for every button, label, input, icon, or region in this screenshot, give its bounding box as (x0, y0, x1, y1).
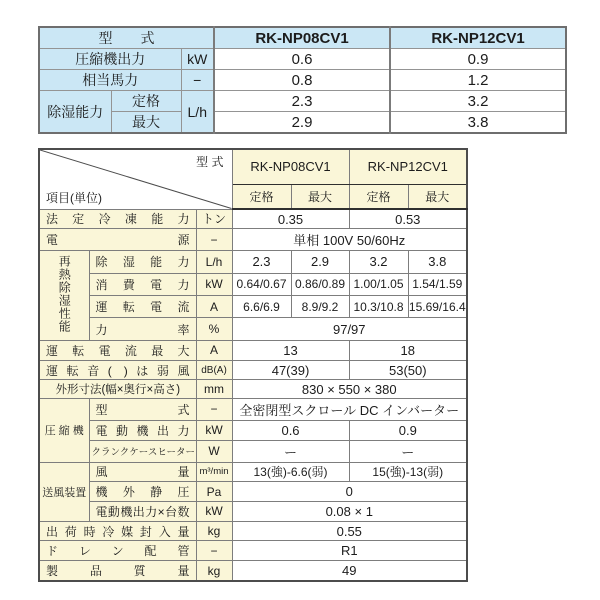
table-row (39, 482, 467, 502)
unit-cell: A (196, 340, 232, 360)
unit-cell: kW (196, 273, 232, 295)
subhead-rated: 定格 (232, 184, 291, 209)
unit-cell: L/h (181, 91, 214, 134)
subhead-rated: 定格 (349, 184, 408, 209)
cell-value: 0.55 (232, 521, 467, 541)
table-row (39, 296, 467, 318)
cell-value: 0 (232, 482, 467, 502)
table-row (39, 70, 566, 91)
cell-value: 13 (232, 340, 349, 360)
cell-value: 6.6/6.9 (232, 296, 291, 318)
table-row (39, 229, 467, 251)
cell-value: 2.9 (214, 112, 390, 134)
cell-value: 2.3 (232, 251, 291, 273)
group-label-reheat-performance: 再熱除湿性能 (39, 251, 89, 341)
row-label-air-volume: 風量 (89, 462, 196, 482)
row-label-compressor-output: 圧縮機出力 (39, 49, 181, 70)
cell-value: 1.00/1.05 (349, 273, 408, 295)
table-row (39, 209, 467, 229)
row-label-dehumidify: 除湿能力 (39, 91, 111, 134)
subhead-max: 最大 (291, 184, 349, 209)
row-label-dimensions: 外形寸法(幅×奥行×高さ) (39, 380, 196, 399)
cell-value: 0.9 (349, 420, 467, 440)
row-label-refrigerant-charge: 出荷時冷媒封入量 (39, 521, 196, 541)
cell-value: 53(50) (349, 360, 467, 380)
corner-model-label: 型 式 (196, 155, 224, 169)
cell-value: 全密閉型スクロール DC インバーター (232, 399, 467, 421)
cell-value: 8.9/9.2 (291, 296, 349, 318)
table-row (39, 501, 467, 521)
unit-cell: m³/min (196, 462, 232, 482)
cell-value: 18 (349, 340, 467, 360)
unit-cell: dB(A) (196, 360, 232, 380)
cell-value: R1 (232, 541, 467, 561)
row-label-max-operating-current: 運転電流最大 (39, 340, 196, 360)
cell-value: 2.3 (214, 91, 390, 112)
row-label-dehumid-capacity: 除湿能力 (89, 251, 196, 273)
cell-value: 0.35 (232, 209, 349, 229)
table-row (39, 521, 467, 541)
cell-value: 3.8 (390, 112, 566, 134)
cell-value: 1.54/1.59 (408, 273, 467, 295)
row-label-motor-output-units: 電動機出力×台数 (89, 501, 196, 521)
unit-cell: L/h (196, 251, 232, 273)
row-label-power-consumption: 消費電力 (89, 273, 196, 295)
table-row (39, 420, 467, 440)
row-label-refrigeration-capacity: 法定冷凍能力 (39, 209, 196, 229)
cell-value: 3.2 (349, 251, 408, 273)
table-row (39, 273, 467, 295)
table-row (39, 380, 467, 399)
cell-value: 0.6 (214, 49, 390, 70)
cell-value: ー (232, 440, 349, 462)
row-label-power-factor: 力率 (89, 318, 196, 340)
detail-spec-table (38, 148, 468, 582)
model-name-rk-np08cv1: RK-NP08CV1 (232, 149, 349, 184)
table-row (39, 49, 566, 70)
corner-diagonal-cell (39, 149, 232, 209)
cell-value: 830 × 550 × 380 (232, 380, 467, 399)
sub-label-max: 最大 (111, 112, 181, 134)
cell-value: 15.69/16.4 (408, 296, 467, 318)
cell-value: 単相 100V 50/60Hz (232, 229, 467, 251)
cell-value: 3.2 (390, 91, 566, 112)
row-label-operating-current: 運転電流 (89, 296, 196, 318)
row-label-crankcase-heater: クランクケースヒーター (89, 440, 196, 462)
subhead-max: 最大 (408, 184, 467, 209)
cell-value: ー (349, 440, 467, 462)
model-name-rk-np12cv1: RK-NP12CV1 (349, 149, 467, 184)
row-label-noise: 運転音( )は弱風 (39, 360, 196, 380)
table-row (39, 340, 467, 360)
cell-value: 13(強)-6.6(弱) (232, 462, 349, 482)
row-label-motor-output: 電動機出力 (89, 420, 196, 440)
group-label-blower: 送風装置 (39, 462, 89, 521)
cell-value: 10.3/10.8 (349, 296, 408, 318)
table-row (39, 318, 467, 340)
unit-cell: トン (196, 209, 232, 229)
group-label-compressor: 圧 縮 機 (39, 399, 89, 463)
cell-value: 47(39) (232, 360, 349, 380)
unit-cell: kg (196, 561, 232, 581)
unit-cell: kW (196, 420, 232, 440)
model-name-rk-np08cv1: RK-NP08CV1 (214, 27, 390, 49)
cell-value: 49 (232, 561, 467, 581)
sub-label-rated: 定格 (111, 91, 181, 112)
cell-value: 0.8 (214, 70, 390, 91)
unit-cell: kg (196, 521, 232, 541)
table-row (39, 112, 566, 134)
unit-cell: mm (196, 380, 232, 399)
unit-cell: − (196, 399, 232, 421)
cell-value: 0.53 (349, 209, 467, 229)
row-label-product-weight: 製品質量 (39, 561, 196, 581)
cell-value: 0.6 (232, 420, 349, 440)
row-label-power-source: 電源 (39, 229, 196, 251)
unit-cell: Pa (196, 482, 232, 502)
unit-cell: − (196, 541, 232, 561)
cell-value: 15(強)-13(弱) (349, 462, 467, 482)
cell-value: 2.9 (291, 251, 349, 273)
corner-item-label: 項目(単位) (46, 190, 102, 205)
unit-cell: kW (181, 49, 214, 70)
table-row (39, 399, 467, 421)
unit-cell: − (196, 229, 232, 251)
table-row (39, 149, 467, 184)
table-row (39, 251, 467, 273)
table-row (39, 462, 467, 482)
table-row (39, 561, 467, 581)
table-row (39, 541, 467, 561)
cell-value: 3.8 (408, 251, 467, 273)
cell-value: 97/97 (232, 318, 467, 340)
row-label-drain-pipe: ドレン配管 (39, 541, 196, 561)
model-header-label: 型 式 (39, 27, 214, 49)
cell-value: 1.2 (390, 70, 566, 91)
cell-value: 0.9 (390, 49, 566, 70)
unit-cell: kW (196, 501, 232, 521)
summary-spec-table (38, 26, 567, 134)
table-row (39, 27, 566, 49)
unit-cell: % (196, 318, 232, 340)
row-label-compressor-type: 型式 (89, 399, 196, 421)
cell-value: 0.08 × 1 (232, 501, 467, 521)
row-label-horsepower: 相当馬力 (39, 70, 181, 91)
table-row (39, 91, 566, 112)
unit-cell: A (196, 296, 232, 318)
cell-value: 0.64/0.67 (232, 273, 291, 295)
unit-cell: W (196, 440, 232, 462)
cell-value: 0.86/0.89 (291, 273, 349, 295)
row-label-static-pressure: 機外静圧 (89, 482, 196, 502)
unit-cell: − (181, 70, 214, 91)
table-row (39, 440, 467, 462)
model-name-rk-np12cv1: RK-NP12CV1 (390, 27, 566, 49)
table-row (39, 360, 467, 380)
